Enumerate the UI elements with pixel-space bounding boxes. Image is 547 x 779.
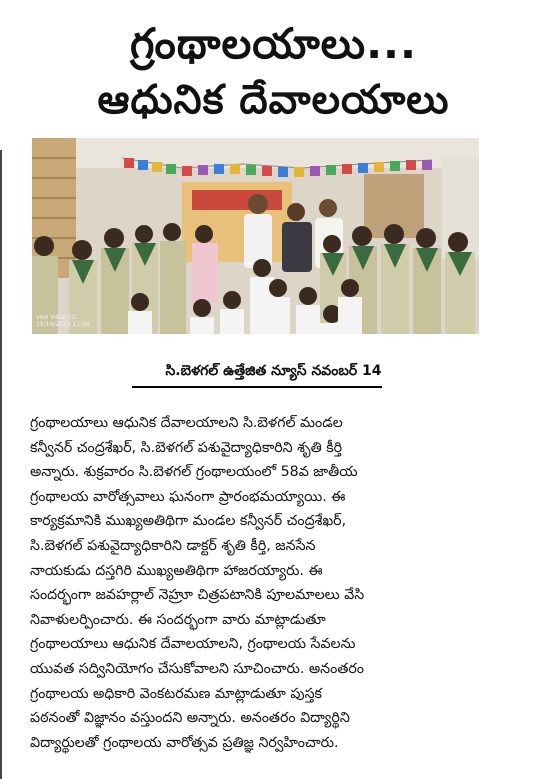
headline-line-2: ఆధునిక దేవాలయాలు xyxy=(97,77,450,123)
article-body xyxy=(30,411,478,755)
news-photo xyxy=(32,138,479,334)
camera-watermark: vivo V40e 5G 15/14/2023 11:30 xyxy=(36,314,90,328)
dateline-underline xyxy=(132,386,382,388)
body-line: పఠనంతో విజ్ఞానం వస్తుందని అన్నారు. అనంతరం విద్యార్థిని xyxy=(30,710,350,727)
body-line: సి.బెళగల్ పశువైద్యాధికారిని డాక్టర్ శృతి కీర్తి, జనసేన xyxy=(30,537,316,554)
body-line: నాయకుడు దస్తగిరి ముఖ్యఅతిథిగా హాజరయ్యారు. ఈ xyxy=(30,562,323,579)
body-line: యువత సద్వినియోగం చేసుకోవాలని సూచించారు. అనంతరం xyxy=(30,660,364,677)
body-line: అన్నారు. శుక్రవారం సి.బెళగల్ గ్రంథాలయంలో 58వ జాతీయ xyxy=(30,464,358,481)
body-line: విద్యార్థులతో గ్రంథాలయ వారోత్సవ ప్రతిజ్ఞ నిర్వహించారు. xyxy=(30,734,339,751)
body-line: నివాళులర్పించారు. ఈ సందర్భంగా వారు మాట్లాడుతూ xyxy=(30,611,326,628)
column-rule xyxy=(0,150,2,779)
body-line: సందర్భంగా జవహర్లాల్ నెహ్రూ చిత్రపటానికి పూలమాలలు వేసి xyxy=(30,587,365,604)
dateline: సి.బెళగల్ ఉత్తేజిత న్యూస్ నవంబర్ 14 xyxy=(165,363,382,379)
body-line: కన్వీనర్ చంద్రశేఖర్, సి.బెళగల్ పశువైద్యాధికారిని శృతి కీర్తి xyxy=(30,439,343,456)
body-line: గ్రంథాలయ అధికారి వెంకటరమణ మాట్లాడుతూ పుస్తక xyxy=(30,685,322,702)
body-line: గ్రంథాలయ వారోత్సవాలు ఘనంగా ప్రారంభమయ్యాయి. ఈ xyxy=(30,488,346,505)
body-line: గ్రంథాలయాలు ఆధునిక దేవాలయాలని సి.బెళగల్ మండల xyxy=(30,415,343,431)
body-line: గ్రంథాలయాలు ఆధునిక దేవాలయాలని, గ్రంథాలయ సేవలను xyxy=(30,636,356,653)
headline-line-1: గ్రంథాలయాలు... xyxy=(130,19,417,68)
body-line: కార్యక్రమానికి ముఖ్యఅతిథిగా మండల కన్వీనర్ చంద్రశేఖర్, xyxy=(30,513,347,530)
